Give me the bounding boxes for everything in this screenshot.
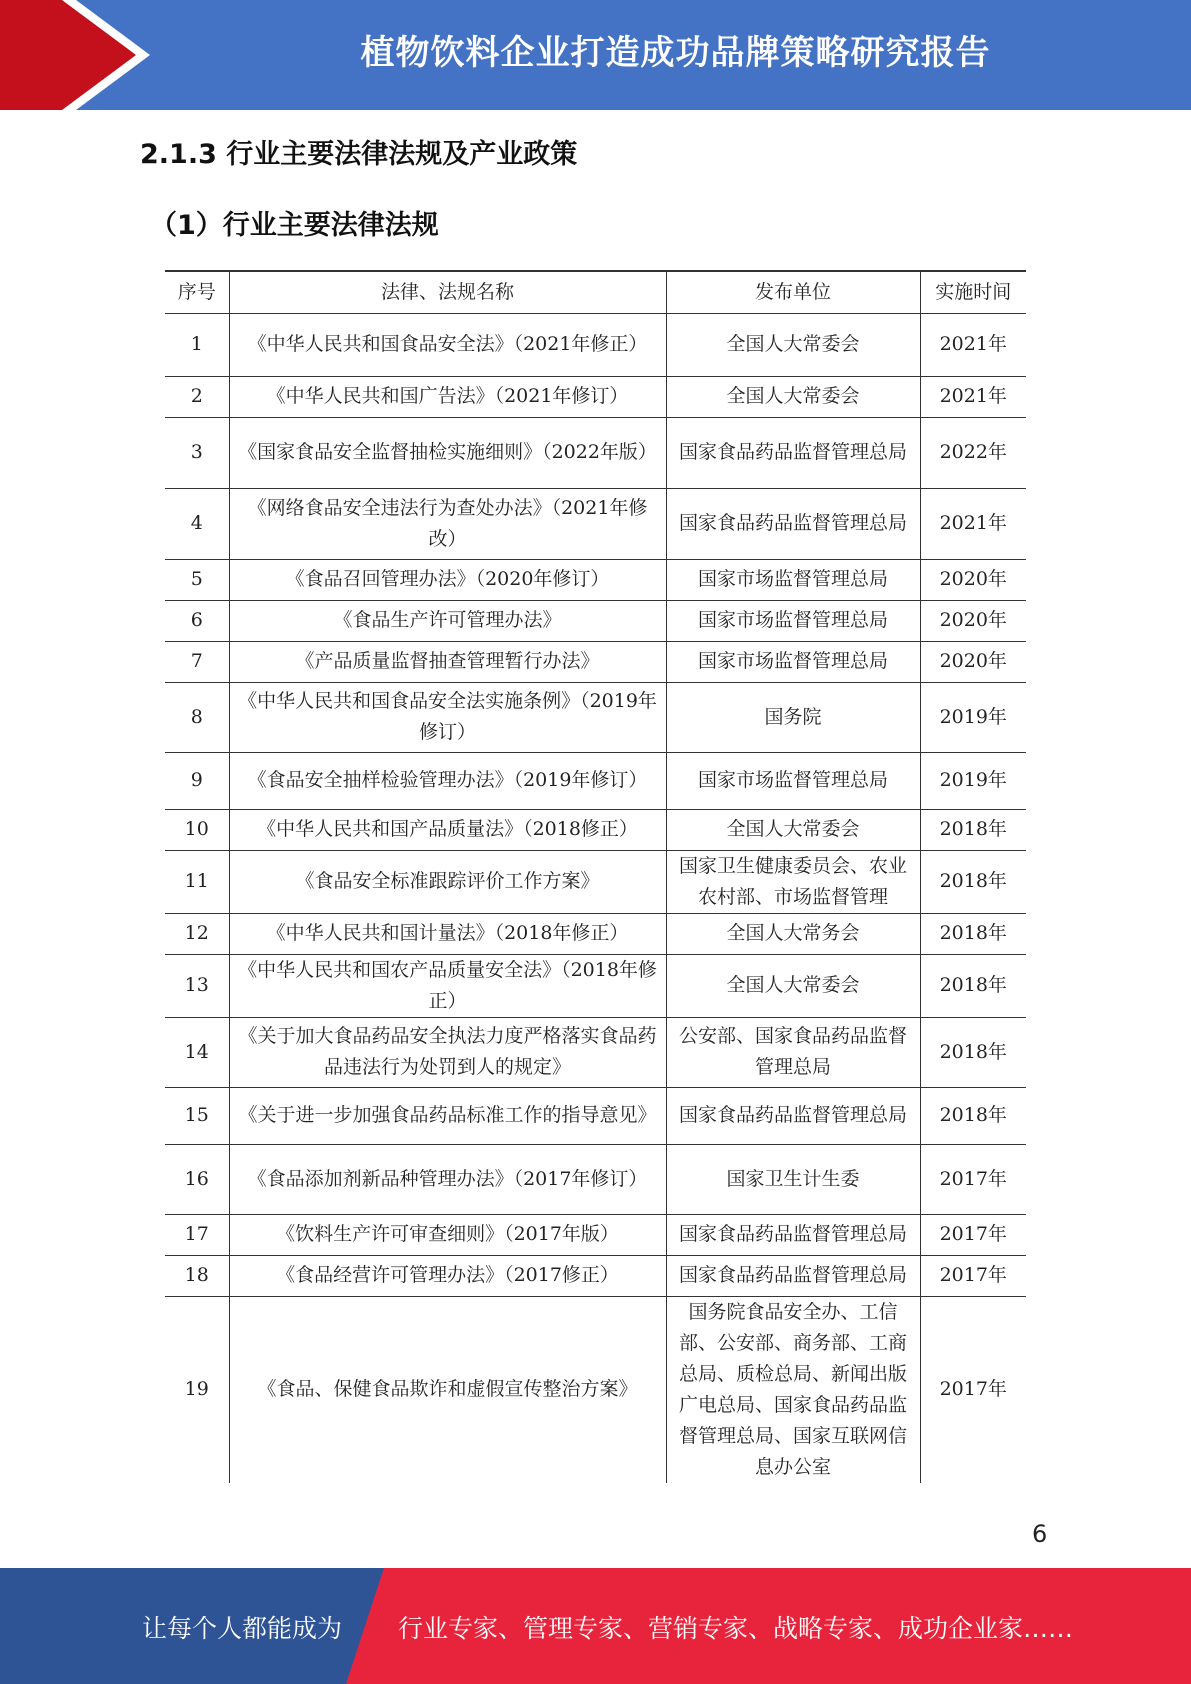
law-name: 《饮料生产许可审查细则》（2017年版） xyxy=(229,1214,666,1255)
row-number: 18 xyxy=(165,1255,229,1296)
issuing-unit: 国家卫生健康委员会、农业农村部、市场监督管理 xyxy=(666,850,920,913)
table-row xyxy=(165,417,1026,488)
sub-title: （1）行业主要法律法规 xyxy=(150,210,439,241)
law-name: 《中华人民共和国广告法》（2021年修订） xyxy=(229,376,666,417)
law-name: 《食品经营许可管理办法》（2017修正） xyxy=(229,1255,666,1296)
law-name: 《关于加大食品药品安全执法力度严格落实食品药品违法行为处罚到人的规定》 xyxy=(229,1017,666,1087)
row-number: 17 xyxy=(165,1214,229,1255)
row-number: 14 xyxy=(165,1017,229,1087)
table-header-row xyxy=(165,271,1026,313)
law-name: 《中华人民共和国产品质量法》（2018修正） xyxy=(229,809,666,850)
row-number: 19 xyxy=(184,1378,209,1401)
issuing-unit: 国务院食品安全办、工信部、公安部、商务部、工商总局、质检总局、新闻出版广电总局、国家食品药品监督管理总局、国家互联网信息办公室 xyxy=(666,1296,920,1483)
effective-year: 2020年 xyxy=(920,641,1026,682)
row-number: 2 xyxy=(165,376,229,417)
table-row xyxy=(165,913,1026,954)
effective-year: 2021年 xyxy=(920,488,1026,559)
header-time: 实施时间 xyxy=(920,271,1026,313)
row-number: 9 xyxy=(165,752,229,809)
issuing-unit: 国务院 xyxy=(666,682,920,752)
law-name: 《食品添加剂新品种管理办法》（2017年修订） xyxy=(229,1144,666,1214)
row-number: 1 xyxy=(165,313,229,376)
effective-year: 2020年 xyxy=(920,559,1026,600)
effective-year: 2019年 xyxy=(920,752,1026,809)
effective-year: 2018年 xyxy=(920,1017,1026,1087)
header-no: 序号 xyxy=(165,271,229,313)
law-name: 《中华人民共和国食品安全法》（2021年修正） xyxy=(229,313,666,376)
effective-year: 2019年 xyxy=(920,682,1026,752)
issuing-unit: 全国人大常委会 xyxy=(666,809,920,850)
law-name: 《国家食品安全监督抽检实施细则》（2022年版） xyxy=(229,417,666,488)
law-name: 《中华人民共和国食品安全法实施条例》（2019年修订） xyxy=(229,682,666,752)
law-name: 《食品生产许可管理办法》 xyxy=(229,600,666,641)
issuing-unit: 国家食品药品监督管理总局 xyxy=(666,1255,920,1296)
law-name: 《关于进一步加强食品药品标准工作的指导意见》 xyxy=(229,1087,666,1144)
issuing-unit: 国家食品药品监督管理总局 xyxy=(666,1087,920,1144)
row-number: 15 xyxy=(165,1087,229,1144)
table-row xyxy=(165,641,1026,682)
effective-year: 2022年 xyxy=(920,417,1026,488)
row-number: 7 xyxy=(165,641,229,682)
issuing-unit: 国家市场监督管理总局 xyxy=(666,600,920,641)
table-row xyxy=(165,1087,1026,1144)
footer-banner xyxy=(0,1568,1191,1684)
row-number: 8 xyxy=(165,682,229,752)
row-number: 10 xyxy=(165,809,229,850)
effective-year: 2017年 xyxy=(920,1144,1026,1214)
effective-year: 2017年 xyxy=(920,1296,1026,1483)
page-number: 6 xyxy=(1032,1520,1048,1548)
issuing-unit: 全国人大常务会 xyxy=(666,913,920,954)
row-number: 4 xyxy=(165,488,229,559)
law-name: 《中华人民共和国计量法》（2018年修正） xyxy=(229,913,666,954)
effective-year: 2018年 xyxy=(920,913,1026,954)
laws-table xyxy=(165,270,1026,1483)
law-name: 《网络食品安全违法行为查处办法》（2021年修改） xyxy=(229,488,666,559)
row-number: 13 xyxy=(165,954,229,1017)
law-name: 《中华人民共和国农产品质量安全法》（2018年修正） xyxy=(229,954,666,1017)
row-number: 6 xyxy=(165,600,229,641)
table-row xyxy=(165,1017,1026,1087)
row-number: 11 xyxy=(165,850,229,913)
effective-year: 2020年 xyxy=(920,600,1026,641)
table-row xyxy=(165,1214,1026,1255)
table-row xyxy=(165,1255,1026,1296)
header-unit: 发布单位 xyxy=(666,271,920,313)
row-number: 12 xyxy=(165,913,229,954)
effective-year: 2018年 xyxy=(920,809,1026,850)
issuing-unit: 国家食品药品监督管理总局 xyxy=(666,417,920,488)
footer-slogan-left: 让每个人都能成为 xyxy=(142,1614,343,1643)
report-title: 植物饮料企业打造成功品牌策略研究报告 xyxy=(360,33,991,73)
issuing-unit: 国家市场监督管理总局 xyxy=(666,559,920,600)
table-row xyxy=(165,809,1026,850)
effective-year: 2017年 xyxy=(920,1214,1026,1255)
issuing-unit: 公安部、国家食品药品监督管理总局 xyxy=(666,1017,920,1087)
issuing-unit: 全国人大常委会 xyxy=(666,954,920,1017)
table-row xyxy=(165,954,1026,1017)
law-name: 《产品质量监督抽查管理暂行办法》 xyxy=(229,641,666,682)
effective-year: 2018年 xyxy=(920,1087,1026,1144)
table-row xyxy=(165,600,1026,641)
issuing-unit: 全国人大常委会 xyxy=(666,313,920,376)
issuing-unit: 全国人大常委会 xyxy=(666,376,920,417)
table-row xyxy=(165,488,1026,559)
effective-year: 2018年 xyxy=(920,850,1026,913)
header-banner xyxy=(0,0,1191,110)
law-name: 《食品召回管理办法》（2020年修订） xyxy=(229,559,666,600)
table-row xyxy=(165,376,1026,417)
issuing-unit: 国家卫生计生委 xyxy=(666,1144,920,1214)
table-row xyxy=(165,752,1026,809)
law-name: 《食品安全标准跟踪评价工作方案》 xyxy=(229,850,666,913)
table-row xyxy=(165,559,1026,600)
table-row xyxy=(165,313,1026,376)
issuing-unit: 国家市场监督管理总局 xyxy=(666,752,920,809)
header-name: 法律、法规名称 xyxy=(229,271,666,313)
issuing-unit: 国家食品药品监督管理总局 xyxy=(666,488,920,559)
table-row xyxy=(165,1144,1026,1214)
effective-year: 2021年 xyxy=(920,376,1026,417)
row-number: 3 xyxy=(165,417,229,488)
issuing-unit: 国家市场监督管理总局 xyxy=(666,641,920,682)
section-title: 2.1.3 行业主要法律法规及产业政策 xyxy=(140,139,578,170)
law-name: 《食品、保健食品欺诈和虚假宣传整治方案》 xyxy=(229,1296,666,1483)
law-name: 《食品安全抽样检验管理办法》（2019年修订） xyxy=(229,752,666,809)
effective-year: 2017年 xyxy=(920,1255,1026,1296)
row-number: 16 xyxy=(165,1144,229,1214)
effective-year: 2018年 xyxy=(920,954,1026,1017)
row-number: 5 xyxy=(165,559,229,600)
table-row xyxy=(165,850,1026,913)
issuing-unit: 国家食品药品监督管理总局 xyxy=(666,1214,920,1255)
effective-year: 2021年 xyxy=(920,313,1026,376)
footer-slogan-right: 行业专家、管理专家、营销专家、战略专家、成功企业家…… xyxy=(398,1614,1074,1643)
header-arrow-decoration-red xyxy=(0,0,136,110)
table-row xyxy=(165,1296,1026,1483)
table-row xyxy=(165,682,1026,752)
